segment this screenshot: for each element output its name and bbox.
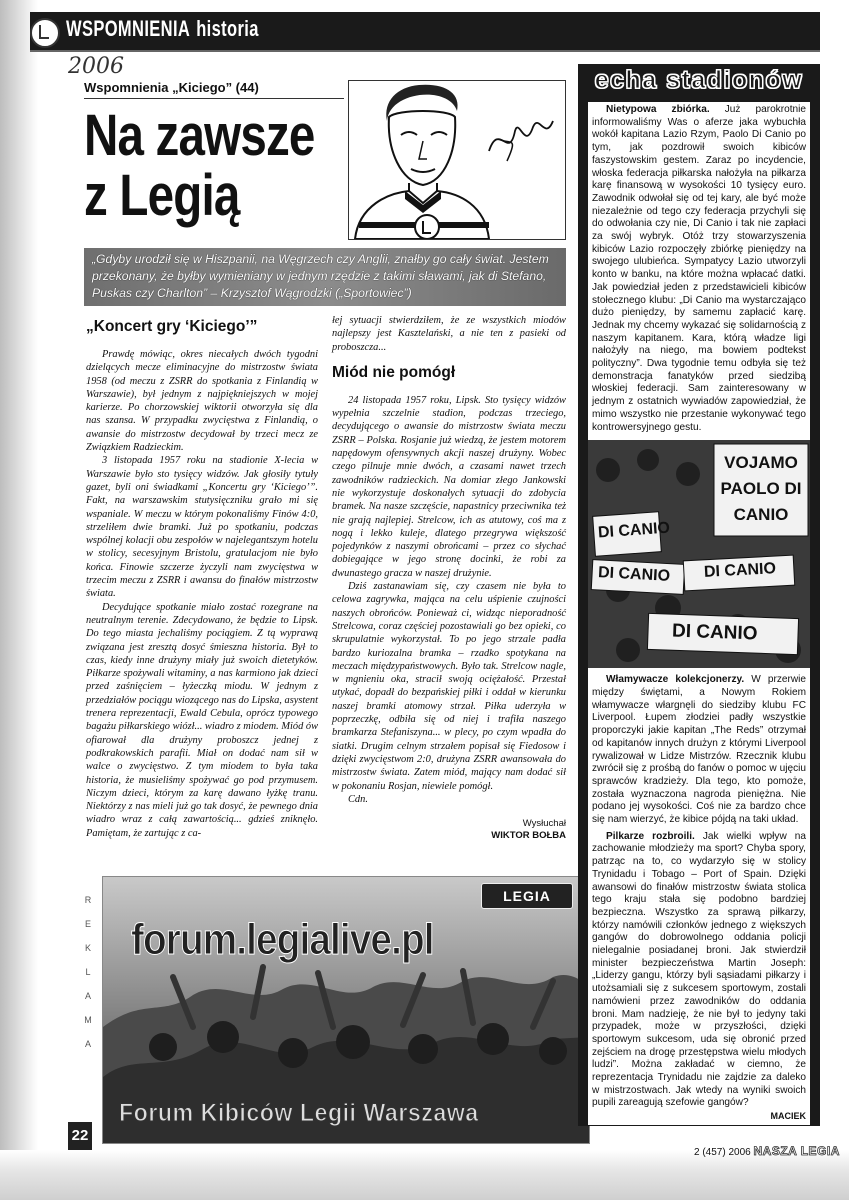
headline-line-1: Na zawsze <box>84 103 315 168</box>
news-item-text: W przerwie między świętami, a Nowym Rokiem włamywacze włargnęli do siedziby klubu FC Liverpool. Łupem złodziei padły wszystkie proporczyki jakie kapitan „The Reds” otrzymał od kapitanów innych drużyn z którymi Liverpool rywalizował w Lidze Mistrzów. Rzecznik klubu zwrócił się z prośbą do fanów o pomoc w ujęciu sprawców kradzieży. Dla tego, kto pomoże, została wyznaczona nagroda pieniężna. Nie podano jej wysokości. Coś nie za bardzo chce się nam wierzyć, że kibice pójdą na taki układ. <box>592 674 806 826</box>
byline <box>332 818 566 842</box>
news-item-lead: Nietypowa zbiórka. <box>606 104 710 115</box>
banner-vojamo: VOJAMO PAOLO DI CANIO <box>720 453 802 525</box>
series-rule <box>84 98 344 99</box>
column-2-text <box>332 394 566 806</box>
pull-quote-band <box>84 248 566 306</box>
ad-side-letter: R <box>84 895 92 905</box>
sidebar-header <box>578 64 820 100</box>
article-column-2 <box>332 314 566 842</box>
portrait-illustration <box>349 81 565 239</box>
news-item-text: Jak wielki wpływ na zachowanie młodzieży ma sport? Chyba spory, patrząc na to, co wydarzyło się w stolicy Trynidadu i Tobago – Port of Spain. Dzięki awansowi do finałów mistrzostw świata stolica tego kraju stała się podobno bardziej bezpieczna. Wszystko za sprawą piłkarzy, którzy namówili członków jednego z większych gangów do dobrowolnego oddania policji nielegalnie posiadanej broni. Jak stwierdził minister bezpieczeństwa Martin Joseph: „Liderzy gangu, którzy byli sąsiadami piłkarzy i utożsamiali się z sukcesem sportowym, zostali namówieni przez zawodników do oddania broni. Mam nadzieję, że nie był to jedyny taki przypadek, może w przyszłości, dzięki sportowym sukcesom, uda się obronić przed zejściem na drogę przestępstwa wielu młodych ludzi”. Można zakładać w ciemno, że reprezentacja Trynidadu nie zajdzie za daleko w mistrzostwach. Jak wtedy na wyniki swoich pupili zareagują szefowie gangów? <box>592 830 806 1109</box>
paragraph: łej sytuacji stwierdziłem, że ze wszystkich miodów najlepszy jest Kasztelański, a nie ten z pasieki od proboszcza... <box>332 315 566 353</box>
ad-side-letter: A <box>84 1039 91 1049</box>
news-item-text: Już parokrotnie informowaliśmy Was o aferze jaka wybuchła wokół kapitana Lazio Rzym, Paolo Di Canio po tym, jak pozdrowił swoich kibiców faszystowskim gestem. Zaraz po incydencie, włoska federacja piłkarska nałożyła na piłkarza karę finansową w wysokości 10 tysięcy euro. Zawodnik odwołał się od tej kary, ale być może niezależnie od tego czy federacja przychyli się do odwołania czy nie, Di Canio i tak nie zapłaci za swój wybryk. Otóż trzy stowarzyszenia kibiców Lazio rozpoczęły zbiórkę pieniędzy na swojego ulubieńca. Sympatycy Lazio utworzyli konto w banku, na które można wpłacać datki. Jak powiedział jeden z przedstawicieli kibiców stołecznego klubu: „Di Canio ma wystarczająco dużo pieniędzy, by samemu zapłacić karę. Jednak my chcemy wykazać się solidarnością z naszym kapitanem. Kara, którą władze ligi nałożyły na niego, ma bowiem podtekst polityczny”. Dwa tygodnie temu odbyła się też demonstracja fanatyków przed siedzibą włoskiej federacji. Sam zainteresowany w jednym z ostatnich wywiadów zapowiedział, że mimo wszystko nie przestanie wykonywać tego kontrowersyjnego gestu. <box>592 104 806 433</box>
sidebar-signature: MACIEK <box>770 1111 806 1122</box>
banner-di-canio: DI CANIO <box>597 519 671 542</box>
legia-logo: LEGIA <box>481 883 573 909</box>
byline-label: Wysłuchał <box>522 818 566 830</box>
ad-tagline: Forum Kibiców Legii Warszawa <box>119 1099 479 1127</box>
banner-di-canio: DI CANIO <box>671 620 758 645</box>
subheading-miod: Miód nie pomógł <box>332 363 456 381</box>
ad-side-letter: E <box>84 919 91 929</box>
paragraph: Cdn. <box>348 793 368 805</box>
advertisement[interactable] <box>102 876 590 1144</box>
series-label: Wspomnienia „Kiciego” (44) <box>84 80 259 95</box>
ad-side-letter: K <box>84 943 91 953</box>
handwritten-year: 2006 <box>68 54 124 79</box>
pull-quote: „Gdyby urodził się w Hiszpanii, na Węgrzech czy Anglii, znałby go cały świat. Jestem przekonany, że byłby wymieniany w jednym rzędzie z takimi sławami, jak di Stefano, Puskas czy Charlton” – Krzysztof Wągrodzki („Sportowiec”) <box>92 252 549 300</box>
magazine-brand: NASZA LEGIA <box>753 1144 840 1158</box>
ad-side-letter: L <box>85 967 91 977</box>
news-item-3 <box>588 829 810 1125</box>
issue-number: 2 (457) 2006 <box>694 1147 751 1158</box>
subheading-koncert: „Koncert gry ‘Kiciego’” <box>86 318 258 335</box>
news-item-2 <box>588 672 810 828</box>
article-column-1 <box>86 314 318 840</box>
news-item-lead: Pilkarze rozbroili. <box>606 830 695 842</box>
sidebar-echa-stadionow <box>578 64 820 1126</box>
news-item-1 <box>588 102 810 436</box>
section-subname: historia <box>196 16 259 41</box>
footer-issue <box>694 1144 840 1158</box>
ad-side-label <box>82 888 94 1056</box>
legia-badge-icon <box>30 18 60 48</box>
sidebar-title: echa stadionów <box>594 66 804 94</box>
column-1-text <box>86 348 318 840</box>
paragraph: 24 listopada 1957 roku, Lipsk. Sto tysięcy widzów wypełnia szczelnie stadion, podczas trzeciego, decydującego o awansie do mistrzostw świata meczu ZSRR – Polska. Rosjanie już wiedzą, że jestem motorem napędowym ofensywnych akcji naszej drużyny. Wobec czego pilnuje mnie dwóch, a czasami nawet trzech zawodników radzieckich. Na domiar złego Jankowski nie wykorzystuje doskonałych sytuacji do zdobycia bramek. Na nasze szczęście, napastnicy przeciwnika też nie grają najlepiej. Strelcow, ich as atutowy, coś ma z nogą i lekko kuleje, dlatego przegrywa większość pojedynków z naszymi obrońcami – przez co słychać dobiegające w jego stronę docinki, że robi za dwunastego gracza w naszej drużynie. <box>332 394 566 579</box>
banner-di-canio: DI CANIO <box>597 564 671 586</box>
magazine-page <box>30 8 840 1158</box>
section-header <box>30 12 820 52</box>
paragraph: 3 listopada 1957 roku na stadionie X-lecia w Warszawie było sto tysięcy widzów. Jak głosiły tytuły gazet, byli oni świadkami „Koncertu gry ‘Kiciego’”. Fakt, na warszawskim stutysięczniku grało mi się wspaniale. W meczu w którym pokonaliśmy Finów 4:0, strzeliłem dwie bramki. Już po spotkaniu, podczas wspólnej kolacji obu zespołów w najelegantszym hotelu w stolicy, secesyjnym Bristolu, gratulacjom nie było końca. Finowie szczerze życzyli nam zwycięstwa w trzecim meczu z ZSRR i awansu do finałów mistrzostw świata. <box>86 455 318 600</box>
sidebar-content <box>588 102 810 1125</box>
section-title <box>66 16 259 42</box>
ad-side-letter: A <box>84 991 91 1001</box>
paragraph: Decydujące spotkanie miało zostać rozegrane na neutralnym terenie. Zdecydowano, że będzie to Lipsk. Do tego miasta jechaliśmy pociągiem. Z tą wyprawą związana jest zresztą dosyć śmieszna historia. Był to czas, kiedy inne drużyny miały już swoich dietetyków. Piłkarze spożywali witaminy, a nas karmiono jak dzieci przed zaśnięciem – łyżeczką miodu. W jednym z przedziałów pociągu wiozącego nas do Lipska, asystent trenera reprezentacji, Ewald Cebula, oprócz typowego bagażu piłkarskiego wiózł... wiadro z miodem. Miód ów ofiarował dla drużyny proboszcz jednej z podkrakowskich parafii. Miał on dodać nam sił w walce o zwycięstwo. Z tym miodem to była taka historia, że musieliśmy spożywać go pod przymusem. Niczym dzieci, którym za karę dawano łyżkę tranu. Niektórzy z nas mieli już go tak dosyć, że pewnego dnia wiadro wraz z całą zawartością... gdzieś zniknęło. Pamiętam, że zartując z ca- <box>86 601 318 839</box>
section-name: WSPOMNIENIA <box>66 16 191 41</box>
column-2-lead <box>332 314 566 354</box>
article-headline <box>84 103 315 228</box>
paragraph: Prawdę mówiąc, okres niecałych dwóch tygodni dzielących mecze eliminacyjne do mistrzostw świata 1958 (od meczu z ZSRR do spotkania z Finlandią w Warszawie), był jednym z najpiękniejszych w mojej karierze. Po chorzowskiej wiktorii otworzyła się dla nas szansa. W przypadku zwycięstwa z Finlandią, o awansie do mistrzostw decydował by trzeci mecz ze Związkiem Radzieckim. <box>86 349 318 454</box>
news-item-lead: Włamywacze kolekcjonerzy. <box>606 674 745 686</box>
headline-line-2: z Legią <box>84 163 240 228</box>
fans-banner-photo <box>588 440 810 668</box>
ad-side-letter: M <box>84 1015 92 1025</box>
page-number: 22 <box>68 1122 92 1150</box>
portrait-drawing <box>348 80 566 240</box>
ad-url[interactable]: forum.legialive.pl <box>131 915 434 964</box>
byline-author: WIKTOR BOŁBA <box>491 830 566 842</box>
paragraph: Dziś zastanawiam się, czy czasem nie była to celowa zagrywka, mająca na celu uśpienie czujności naszych obrońców. Ponieważ ci, widząc nieporadność Strelcowa, coraz częściej pozostawiali go bez opieki, co skrupulatnie wykorzystał. To po jego strzale padła bardzo kuriozalna bramka – rzadko spotykana na meczach międzypaństwowych. Było tak. Strelcow nagle, w mgnieniu oka, stracił swoją ociężałość. Przestał utykać, dopadł do bezpańskiej piłki i oddał w kierunku naszej bramki atomowy strzał. Piłka uderzyła w poprzeczkę, odbiła się od niej i trafiła naszego bramkarza Stefaniszyna... w plecy, po czym wpadła do siatki. Drugim celnym strzałem popisał się Fiedosow i dzięki zwycięstwom 2:0, drużyna ZSRR awansowała do mistrzostw świata. Zatem miód, mający nam dodać sił w pokonaniu Rosjan, niewiele pomógł. <box>332 581 566 792</box>
banner-di-canio: DI CANIO <box>703 560 777 582</box>
